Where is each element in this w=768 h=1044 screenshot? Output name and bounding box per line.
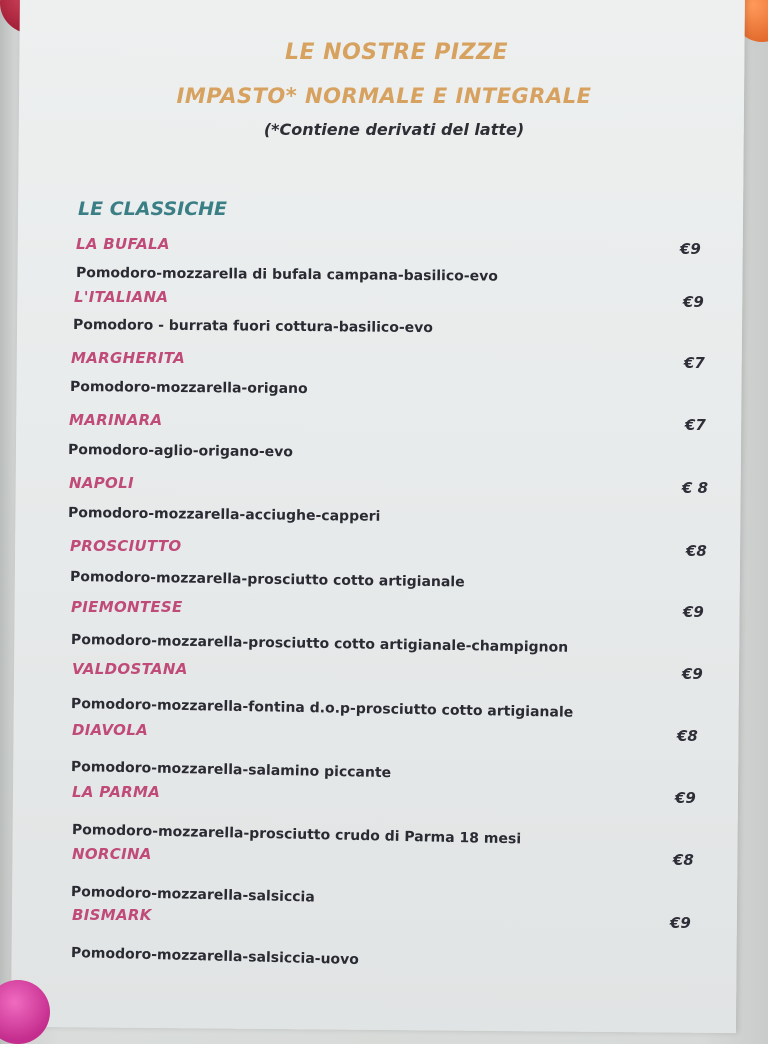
dish-price: € 8 [682,479,709,497]
dish-price: €9 [680,240,701,258]
dish-price: €9 [683,603,704,621]
menu-title: LE NOSTRE PIZZE [284,40,509,65]
dish-price: €7 [684,354,705,372]
dish-price: €9 [670,914,691,932]
dish-name: MARINARA [69,411,163,429]
dish-name: L'ITALIANA [74,288,169,306]
dish-description: Pomodoro-mozzarella-origano [69,379,308,398]
dish-name: PROSCIUTTO [70,537,182,555]
dish-price: €9 [675,789,696,807]
dish-name: BISMARK [72,906,152,924]
dish-name: PIEMONTESE [71,598,183,616]
section-title: LE CLASSICHE [78,198,228,220]
dish-price: €8 [673,851,694,869]
menu-subtitle: IMPASTO* NORMALE E INTEGRALE [176,84,592,108]
dish-description: Pomodoro-mozzarella-salsiccia-uovo [70,945,360,969]
dish-description: Pomodoro - burrata fuori cottura-basilico-evo [72,317,433,337]
dish-description: Pomodoro-mozzarella-prosciutto cotto artigianale [69,569,465,591]
dish-description: Pomodoro-mozzarella-salsiccia [70,884,315,906]
dish-name: MARGHERITA [71,349,186,367]
dish-name: NAPOLI [69,474,134,492]
dish-description: Pomodoro-mozzarella-salamino piccante [70,759,392,782]
dough-note: (*Contiene derivati del latte) [263,120,525,139]
dish-description: Pomodoro-mozzarella-fontina d.o.p-prosciutto cotto artigianale [70,696,574,721]
dish-price: €8 [677,727,698,745]
dish-price: €9 [683,293,704,311]
dish-description: Pomodoro-mozzarella-prosciutto crudo di Parma 18 mesi [71,822,522,848]
dish-description: Pomodoro-aglio-origano-evo [67,442,294,461]
dish-price: €8 [686,542,707,560]
dish-name: DIAVOLA [72,721,148,739]
dish-name: VALDOSTANA [72,660,188,678]
dish-price: €9 [682,665,703,683]
dish-description: Pomodoro-mozzarella-acciughe-capperi [67,505,381,525]
dish-name: LA BUFALA [76,235,170,253]
dish-price: €7 [685,416,706,434]
dish-description: Pomodoro-mozzarella di bufala campana-basilico-evo [75,265,498,285]
dish-name: LA PARMA [72,783,161,801]
dish-description: Pomodoro-mozzarella-prosciutto cotto artigianale-champignon [70,632,569,656]
dish-name: NORCINA [72,845,152,863]
